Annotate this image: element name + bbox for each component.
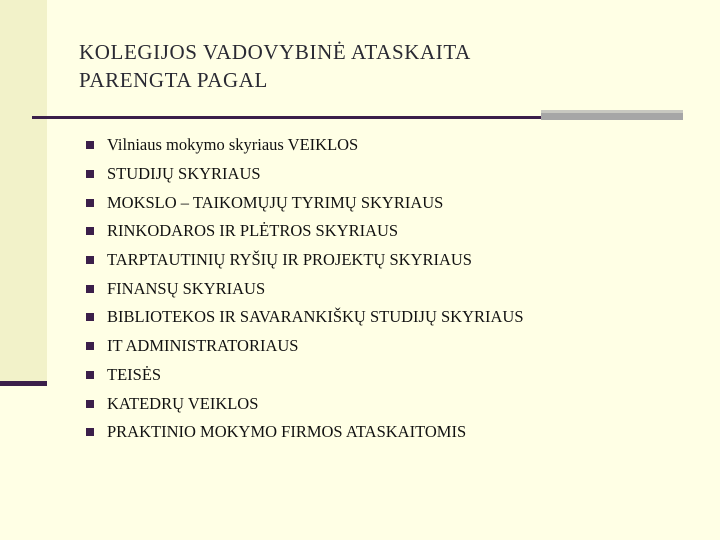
square-bullet-icon bbox=[86, 313, 94, 321]
list-item-text: TEISĖS bbox=[107, 364, 162, 384]
list-item bbox=[86, 131, 524, 160]
square-bullet-icon bbox=[86, 285, 94, 293]
square-bullet-icon bbox=[86, 342, 94, 350]
list-item-text: IT ADMINISTRATORIAUS bbox=[107, 336, 299, 356]
list-item-text: STUDIJŲ SKYRIAUS bbox=[107, 164, 261, 184]
square-bullet-icon bbox=[86, 199, 94, 207]
square-bullet-icon bbox=[86, 371, 94, 379]
list-item bbox=[86, 246, 524, 275]
title-divider-dark bbox=[32, 116, 541, 119]
list-item-text: TARPTAUTINIŲ RYŠIŲ IR PROJEKTŲ SKYRIAUS bbox=[107, 250, 472, 270]
square-bullet-icon bbox=[86, 227, 94, 235]
bullet-list bbox=[86, 131, 524, 447]
list-item bbox=[86, 274, 524, 303]
square-bullet-icon bbox=[86, 256, 94, 264]
slide-title bbox=[79, 38, 679, 94]
list-item bbox=[86, 160, 524, 189]
square-bullet-icon bbox=[86, 141, 94, 149]
square-bullet-icon bbox=[86, 428, 94, 436]
title-divider-grey bbox=[541, 113, 683, 120]
list-item-text: RINKODAROS IR PLĖTROS SKYRIAUS bbox=[107, 221, 399, 241]
slide-title-line-1: KOLEGIJOS VADOVYBINĖ ATASKAITA bbox=[79, 40, 471, 64]
list-item bbox=[86, 217, 524, 246]
list-item bbox=[86, 188, 524, 217]
list-item bbox=[86, 389, 524, 418]
list-item-text: MOKSLO – TAIKOMŲJŲ TYRIMŲ SKYRIAUS bbox=[107, 192, 444, 212]
left-decorative-band bbox=[0, 0, 47, 382]
list-item-text: PRAKTINIO MOKYMO FIRMOS ATASKAITOMIS bbox=[107, 422, 467, 442]
list-item-text: FINANSŲ SKYRIAUS bbox=[107, 278, 266, 298]
slide-title-line-2: PARENGTA PAGAL bbox=[79, 68, 268, 92]
left-accent-bar bbox=[0, 381, 47, 386]
list-item bbox=[86, 332, 524, 361]
list-item-text: Vilniaus mokymo skyriaus VEIKLOS bbox=[107, 135, 359, 155]
list-item bbox=[86, 303, 524, 332]
list-item-text: BIBLIOTEKOS IR SAVARANKIŠKŲ STUDIJŲ SKYRIAUS bbox=[107, 307, 524, 327]
list-item bbox=[86, 361, 524, 390]
square-bullet-icon bbox=[86, 170, 94, 178]
list-item-text: KATEDRŲ VEIKLOS bbox=[107, 393, 259, 413]
list-item bbox=[86, 418, 524, 447]
square-bullet-icon bbox=[86, 400, 94, 408]
